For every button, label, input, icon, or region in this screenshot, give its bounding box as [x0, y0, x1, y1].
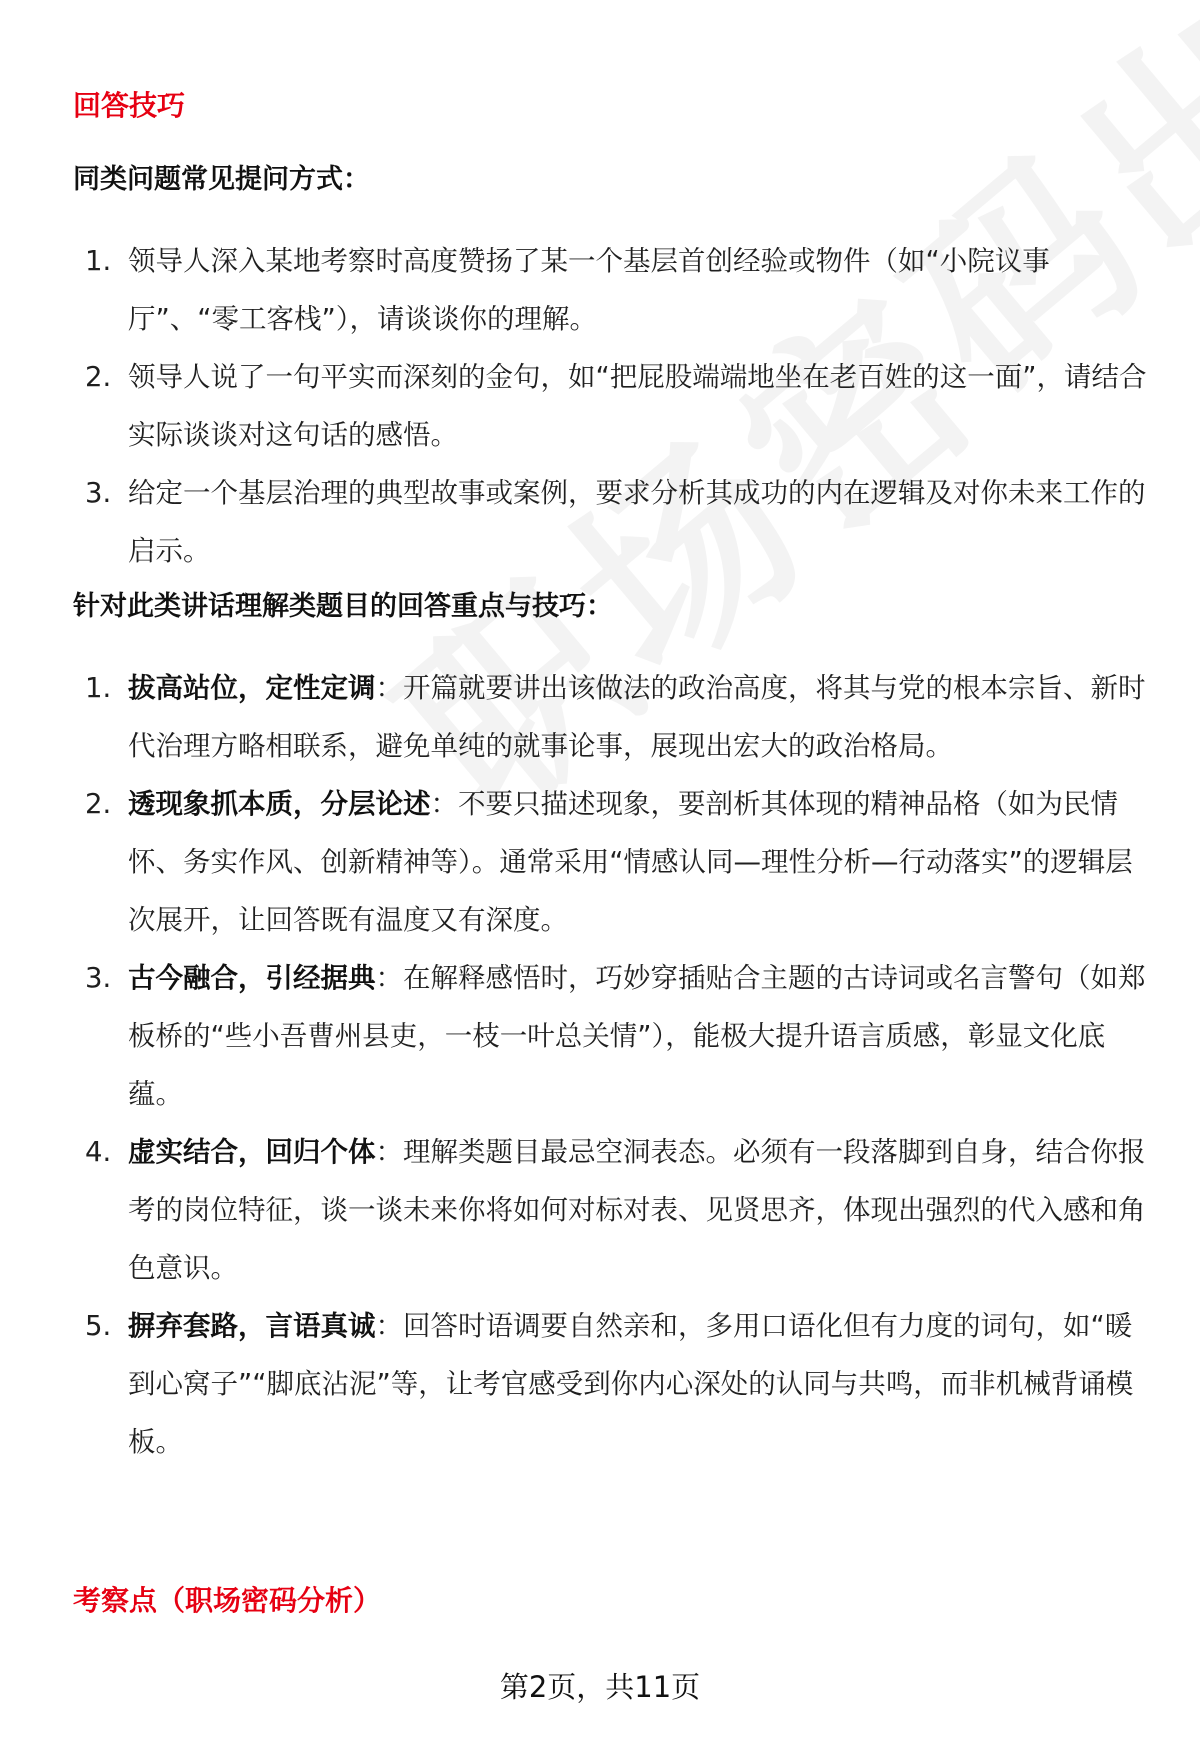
- key-point-title: 摒弃套路，言语真诚: [128, 1310, 376, 1342]
- key-point-title: 透现象抓本质，分层论述: [128, 788, 431, 820]
- question-text: 领导人深入某地考察时高度赞扬了某一个基层首创经验或物件（如“小院议事厅”、“零工客栈”），请谈谈你的理解。: [128, 245, 1050, 335]
- question-text: 领导人说了一句平实而深刻的金句，如“把屁股端端地坐在老百姓的这一面”，请结合实际谈谈对这句话的感悟。: [128, 361, 1147, 451]
- key-point-text: ：理解类题目最忌空洞表态。必须有一段落脚到自身，结合你报考的岗位特征，谈一谈未来你将如何对标对表、见贤思齐，体现出强烈的代入感和角色意识。: [128, 1136, 1146, 1284]
- key-point-title: 拔高站位，定性定调: [128, 672, 376, 704]
- key-point-text: ：开篇就要讲出该做法的政治高度，将其与党的根本宗旨、新时代治理方略相联系，避免单纯的就事论事，展现出宏大的政治格局。: [128, 672, 1146, 762]
- key-point-text: ：不要只描述现象，要剖析其体现的精神品格（如为民情怀、务实作风、创新精神等）。通常采用“情感认同—理性分析—行动落实”的逻辑层次展开，让回答既有温度又有深度。: [128, 788, 1133, 936]
- list-item: 1. 拔高站位，定性定调：开篇就要讲出该做法的政治高度，将其与党的根本宗旨、新时代治理方略相联系，避免单纯的就事论事，展现出宏大的政治格局。: [85, 672, 1146, 762]
- key-points-list: [0, 659, 1200, 1471]
- list-item: 2. 领导人说了一句平实而深刻的金句，如“把屁股端端地坐在老百姓的这一面”，请结合实际谈谈对这句话的感悟。: [85, 361, 1147, 451]
- question-text: 给定一个基层治理的典型故事或案例，要求分析其成功的内在逻辑及对你未来工作的启示。: [128, 477, 1146, 567]
- section-heading-exam-points: 考察点（职场密码分析）: [73, 1584, 382, 1617]
- list-item: 1. 领导人深入某地考察时高度赞扬了某一个基层首创经验或物件（如“小院议事厅”、“零工客栈”），请谈谈你的理解。: [85, 245, 1050, 335]
- list-item: 3. 古今融合，引经据典：在解释感悟时，巧妙穿插贴合主题的古诗词或名言警句（如郑板桥的“些小吾曹州县吏，一枝一叶总关情”），能极大提升语言质感，彰显文化底蕴。: [85, 962, 1146, 1110]
- list-item: 5. 摒弃套路，言语真诚：回答时语调要自然亲和，多用口语化但有力度的词句，如“暖到心窝子”“脚底沾泥”等，让考官感受到你内心深处的认同与共鸣，而非机械背诵模板。: [85, 1310, 1134, 1458]
- key-point-title: 古今融合，引经据典: [128, 962, 376, 994]
- key-point-text: ：在解释感悟时，巧妙穿插贴合主题的古诗词或名言警句（如郑板桥的“些小吾曹州县吏，一枝一叶总关情”），能极大提升语言质感，彰显文化底蕴。: [128, 962, 1146, 1110]
- key-point-text: ：回答时语调要自然亲和，多用口语化但有力度的词句，如“暖到心窝子”“脚底沾泥”等，让考官感受到你内心深处的认同与共鸣，而非机械背诵模板。: [128, 1310, 1134, 1458]
- subheading-key-points: 针对此类讲话理解类题目的回答重点与技巧：: [73, 591, 613, 622]
- common-questions-list: [0, 232, 1200, 580]
- list-item: 2. 透现象抓本质，分层论述：不要只描述现象，要剖析其体现的精神品格（如为民情怀、务实作风、创新精神等）。通常采用“情感认同—理性分析—行动落实”的逻辑层次展开，让回答既有温度又有深度。: [85, 788, 1133, 936]
- list-item: 4. 虚实结合，回归个体：理解类题目最忌空洞表态。必须有一段落脚到自身，结合你报考的岗位特征，谈一谈未来你将如何对标对表、见贤思齐，体现出强烈的代入感和角色意识。: [85, 1136, 1146, 1284]
- list-item: 3. 给定一个基层治理的典型故事或案例，要求分析其成功的内在逻辑及对你未来工作的启示。: [85, 477, 1146, 567]
- section-heading-answer-tips: 回答技巧: [73, 89, 186, 122]
- page-number-footer: 第2页，共11页: [499, 1670, 701, 1704]
- subheading-common-questions: 同类问题常见提问方式：: [73, 164, 370, 195]
- key-point-title: 虚实结合，回归个体: [128, 1136, 376, 1168]
